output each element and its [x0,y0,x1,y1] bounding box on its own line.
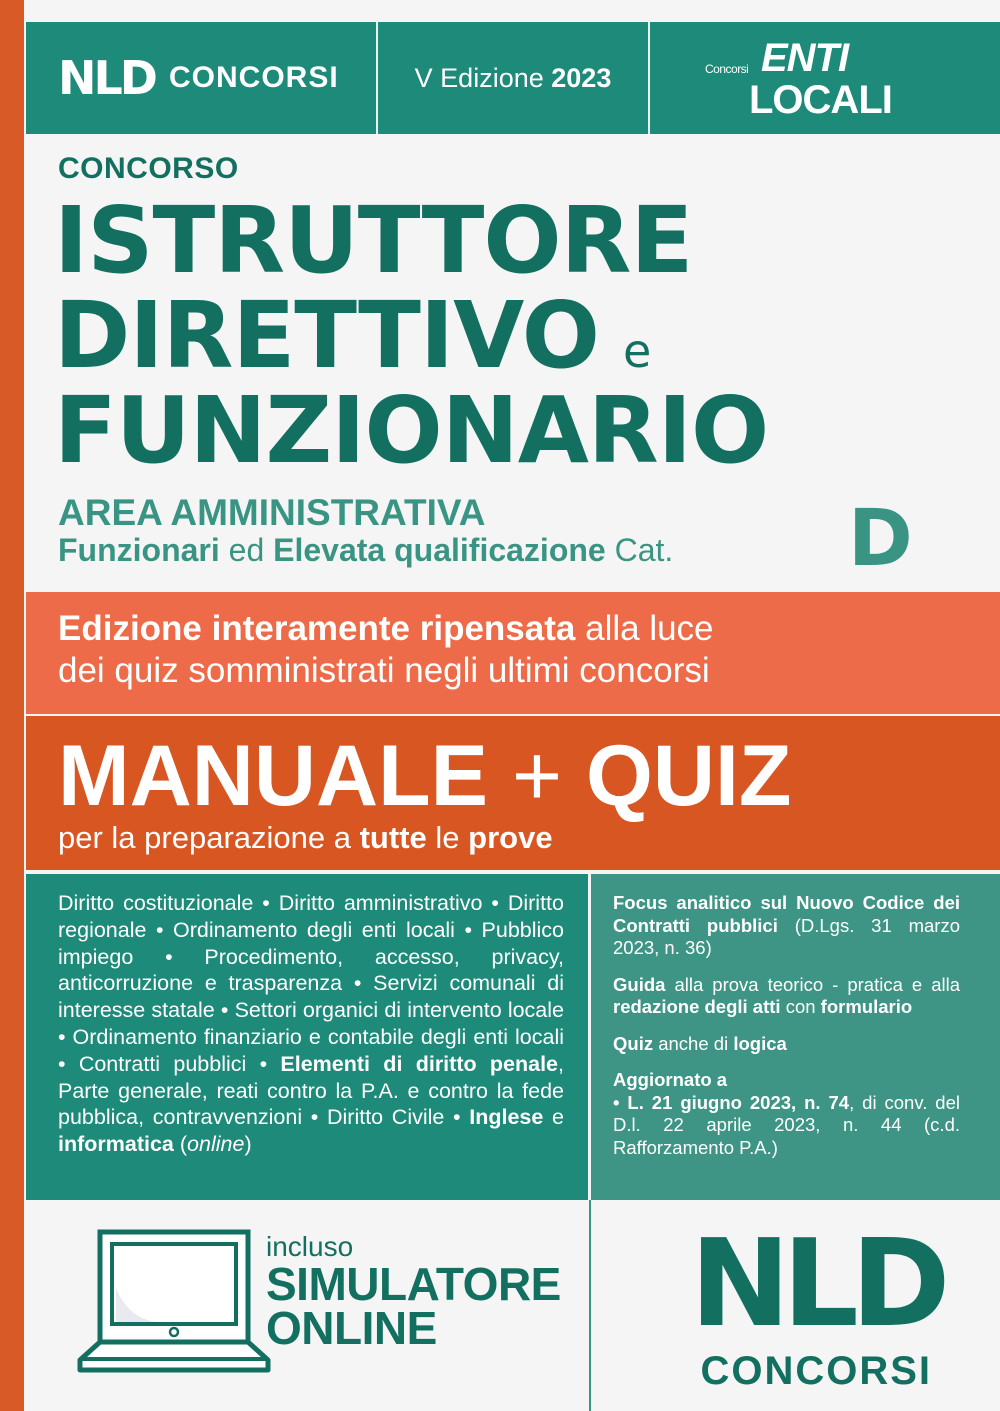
edition-label [415,63,612,94]
product-sub-bold1: tutte [359,820,427,855]
feature-bold: Focus analitico sul Nuovo Codice dei Contratti pubblici [613,892,960,936]
feature-text: alla prova teorico - pratica e alla [674,973,960,995]
product-sub-bold2: prove [468,820,553,855]
product-title [58,730,1000,822]
product-band [26,716,1000,870]
paren-close: ) [244,1132,252,1157]
subjects-online: online [187,1132,245,1157]
series-line1: ENTI [761,36,849,80]
edition-note-bold: Edizione interamente ripensata [58,609,576,648]
product-manuale: MANUALE [58,728,488,824]
feature-bold2: logica [733,1032,787,1054]
feature-item [613,1069,960,1159]
sub-light1: ed [228,532,265,568]
area-heading: AREA AMMINISTRATIVA [58,492,486,533]
subjects-penale-rest: , Parte generale, reati contro la P.A. e contro la fede pubblica, contravvenzioni • Diritto Civile • [58,1051,564,1130]
title-line3: FUNZIONARIO [54,377,769,484]
area-subheading [58,532,673,569]
edition-prefix: V Edizione [414,62,544,93]
features-box [591,874,1000,1200]
product-subtitle [58,822,1000,854]
subjects-box [26,874,588,1200]
subjects-informatica: informatica [58,1132,174,1157]
title-line2-text: DIRETTIVO [54,282,599,389]
product-plus: + [511,728,563,824]
edition-year: 2023 [551,62,612,93]
title-connector: e [622,324,652,378]
bottom-divider [589,1200,591,1411]
series-prefix: Concorsi [705,62,749,76]
subjects-list: Diritto costituzionale • Diritto amministrativo • Diritto regionale • Ordinamento degli enti locali • Pubblico impiego • Procedimento, accesso, privacy, anticorruzione e trasparenza • Servizi comunali di interesse statale • Settori organici di intervento locale • Ordinamento finanziario e contabile degli enti locali • Contratti pubblici • [58,891,564,1076]
feature-bold2: redazione degli atti [613,996,781,1017]
edition-cell [378,22,650,134]
subjects-penale: Elementi di diritto penale [280,1051,559,1076]
sub-light2: Cat. [614,532,674,568]
subjects-and: e [552,1105,564,1130]
product-sub-pre: per la preparazione a [58,820,351,855]
sub-bold1: Funzionari [58,532,220,568]
edition-note-rest: alla luce [585,609,714,648]
feature-text: anche di [658,1032,729,1054]
title-line2 [54,282,652,389]
series-cell [650,22,1000,134]
header-band [26,22,1000,134]
feature-item [613,892,960,960]
title-line1: ISTRUTTORE [54,187,693,294]
edition-note-band [26,592,1000,714]
simulator-line2: ONLINE [266,1302,437,1354]
simulator-line1: SIMULATORE [266,1258,561,1310]
product-sub-mid: le [435,820,460,855]
series-logo [705,28,905,128]
footer-publisher-logo [690,1215,943,1394]
feature-item [613,1033,960,1056]
publisher-logo-cell [26,22,378,134]
nld-logo-mark: NLD [58,51,155,105]
cover-spine-stripe [0,0,24,1411]
title-kicker: CONCORSO [58,152,239,185]
feature-bold: Quiz [613,1032,654,1054]
feature-bold: Aggiornato a [613,1069,728,1090]
edition-note-line2: dei quiz somministrati negli ultimi concorsi [58,651,710,690]
footer-logo-word: CONCORSI [700,1349,933,1393]
feature-bold: Guida [613,973,666,995]
laptop-icon [72,1228,288,1374]
publisher-logo [58,51,339,105]
category-letter: D [848,494,913,584]
sub-bold2: Elevata qualificazione [273,532,606,568]
simulator-label [266,1231,561,1354]
feature-bullet: • L. 21 giugno 2023, n. 74 [613,1091,850,1113]
feature-rest: (D.Lgs. 31 marzo 2023, n. 36) [613,914,961,958]
feature-item [613,974,960,1019]
series-line2: LOCALI [749,78,892,122]
footer-logo-mark: NLD [690,1215,943,1354]
paren-open: ( [179,1132,188,1157]
subjects-inglese: Inglese [469,1105,544,1130]
feature-rest: , di conv. del D.l. 22 aprile 2023, n. 44 (c.d. Rafforzamento P.A.) [613,1091,960,1158]
nld-logo-word: CONCORSI [169,61,339,94]
feature-bold3: formulario [820,996,913,1017]
feature-text2: con [785,996,816,1017]
product-quiz: QUIZ [586,728,792,824]
simulator-included: incluso [266,1231,354,1262]
